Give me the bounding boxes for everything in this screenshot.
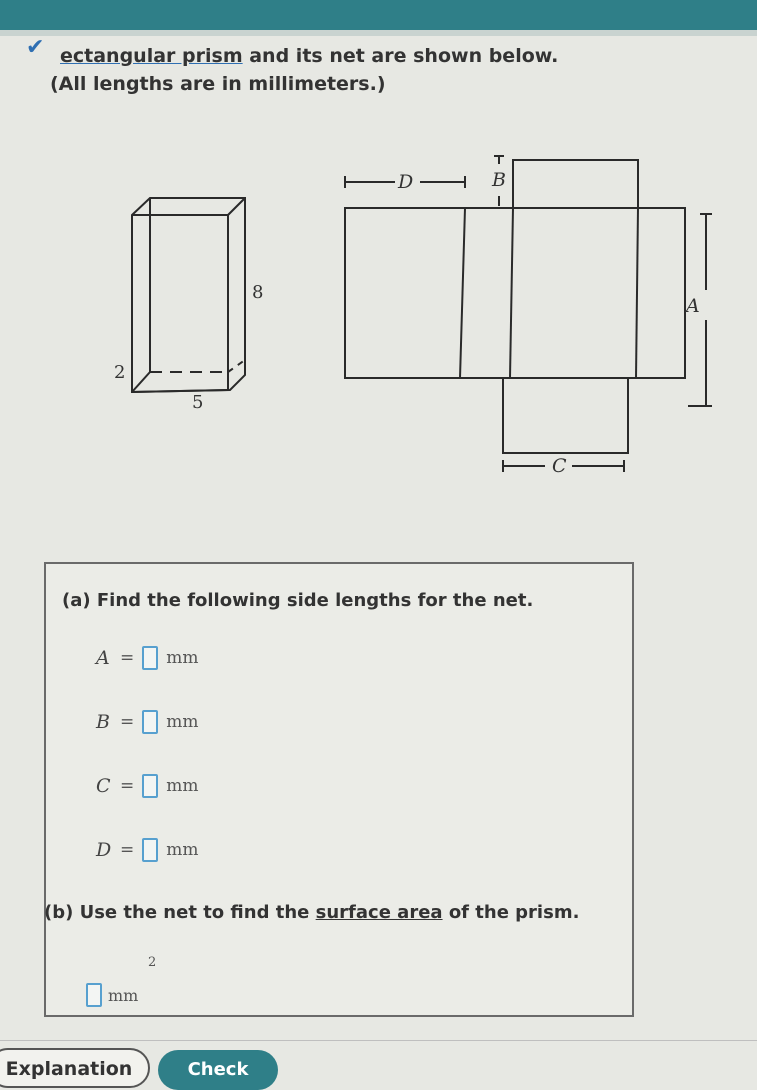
part-b-suffix: of the prism. bbox=[442, 902, 580, 923]
net-drawing bbox=[345, 160, 685, 453]
rectangular-prism-link[interactable]: ectangular prism bbox=[60, 45, 243, 67]
net-divider-1 bbox=[460, 208, 465, 378]
equals-sign: = bbox=[120, 712, 135, 732]
explanation-button[interactable]: Explanation bbox=[0, 1048, 150, 1088]
prism-bottom-left-edge bbox=[132, 372, 150, 392]
answer-input-a[interactable] bbox=[142, 646, 158, 670]
unit-label: mm bbox=[166, 840, 199, 860]
unit-label: mm bbox=[166, 648, 199, 668]
prism-and-net-figure bbox=[0, 120, 757, 500]
surface-area-unit: mm bbox=[108, 986, 139, 1005]
prism-front-bottom-edge bbox=[132, 390, 228, 392]
part-b-prefix: (b) Use the net to find the bbox=[44, 902, 316, 923]
surface-area-exponent: 2 bbox=[148, 955, 157, 970]
var-c-label: C bbox=[96, 775, 111, 797]
answer-row-c bbox=[96, 771, 199, 801]
prompt-suffix: and its net are shown below. bbox=[242, 45, 559, 67]
net-dimension-markers bbox=[345, 156, 712, 472]
answer-input-c[interactable] bbox=[142, 774, 158, 798]
prism-width-label: 5 bbox=[192, 392, 204, 413]
equals-sign: = bbox=[120, 840, 135, 860]
var-b-label: B bbox=[96, 711, 110, 733]
net-divider-3 bbox=[636, 208, 638, 378]
net-bottom-flap bbox=[503, 378, 628, 453]
net-label-d: D bbox=[398, 171, 414, 193]
net-label-a: A bbox=[686, 295, 700, 317]
var-d-label: D bbox=[96, 839, 112, 861]
equals-sign: = bbox=[120, 648, 135, 668]
part-b-instruction bbox=[44, 902, 624, 923]
top-bar bbox=[0, 0, 757, 30]
prism-top-right-edge bbox=[228, 198, 245, 215]
prism-depth-label: 2 bbox=[114, 362, 126, 383]
net-label-b: B bbox=[492, 169, 506, 191]
answer-input-d[interactable] bbox=[142, 838, 158, 862]
surface-area-link[interactable]: surface area bbox=[315, 902, 443, 923]
unit-label: mm bbox=[166, 776, 199, 796]
prism-drawing bbox=[132, 198, 245, 392]
answer-row-b bbox=[96, 707, 199, 737]
net-top-flap bbox=[513, 160, 638, 208]
prism-height-label: 8 bbox=[252, 282, 264, 303]
units-note: (All lengths are in millimeters.) bbox=[50, 73, 386, 95]
equals-sign: = bbox=[120, 776, 135, 796]
net-label-c: C bbox=[552, 455, 567, 477]
check-mark-icon: ✔ bbox=[26, 35, 45, 60]
surface-area-input[interactable] bbox=[86, 983, 102, 1007]
surface-area-row bbox=[86, 955, 157, 1007]
check-button[interactable]: Check bbox=[158, 1050, 278, 1090]
top-bar-strip bbox=[0, 30, 757, 36]
net-divider-2 bbox=[510, 208, 513, 378]
figure-svg bbox=[0, 120, 757, 500]
answer-row-a bbox=[96, 643, 199, 673]
answer-row-d bbox=[96, 835, 199, 865]
question-prompt bbox=[60, 44, 740, 68]
unit-label: mm bbox=[166, 712, 199, 732]
part-a-instruction: (a) Find the following side lengths for the net. bbox=[62, 590, 534, 611]
prism-hidden-depth bbox=[228, 360, 245, 372]
answer-input-b[interactable] bbox=[142, 710, 158, 734]
net-middle-band bbox=[345, 208, 685, 378]
var-a-label: A bbox=[96, 647, 110, 669]
